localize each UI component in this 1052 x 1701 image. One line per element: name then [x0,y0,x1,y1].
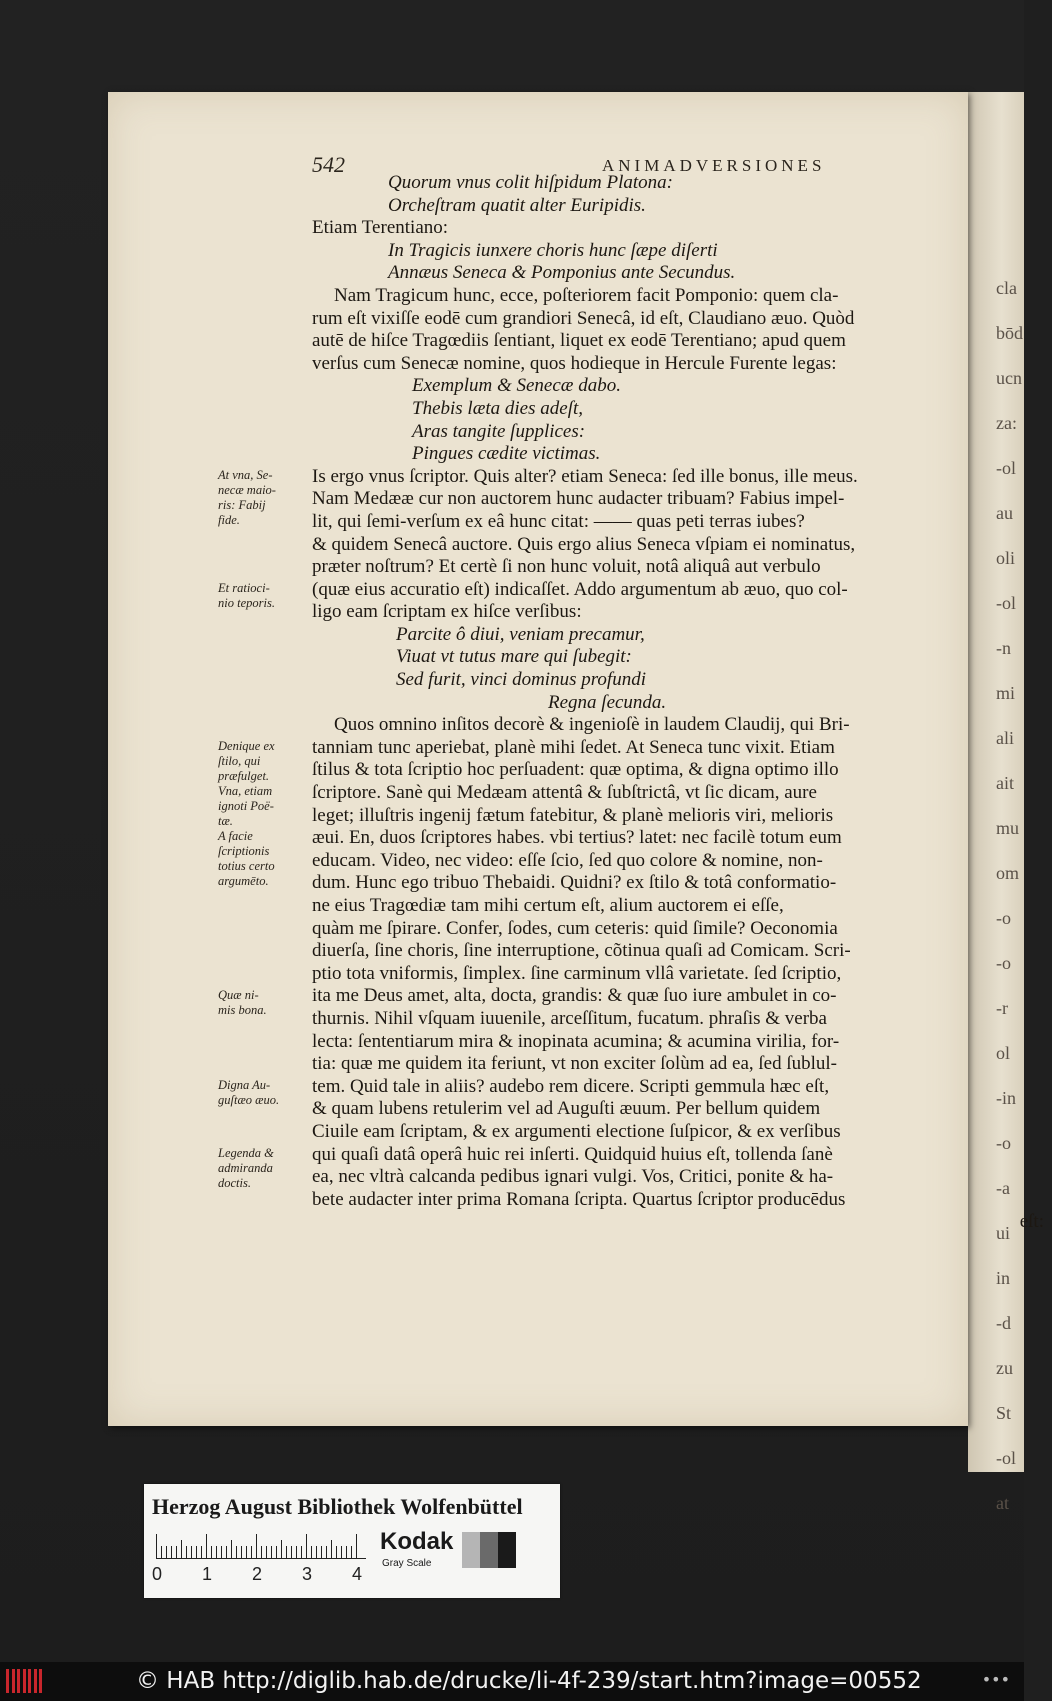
facing-page-fragment: -ol [996,593,1016,613]
facing-page-fragment: -n [996,638,1011,658]
color-checker-card [144,1484,560,1598]
text-line: educam. Video, nec video: eſſe ſcio, ſed quo colore & nomine, non- [312,849,823,871]
ruler-tick [326,1546,327,1558]
margin-note-line: Vna, etiam [218,784,273,799]
text-line: ligo eam ſcriptam ex hiſce verſibus: [312,601,582,623]
facing-page-fragment: ait [996,773,1014,793]
text-line: tem. Quid tale in aliis? audebo rem dicere. Scripti gemmula hæc eſt, [312,1075,830,1097]
text-line: Is ergo vnus ſcriptor. Quis alter? etiam Seneca: ſed ille bonus, ille meus. [312,465,858,487]
text-line: rum eſt vixiſſe eodē cum grandiori Senecâ, id eſt, Claudiano æuo. Quòd [312,307,855,329]
ruler-tick [256,1534,257,1558]
facing-page-fragment: bōd [996,323,1023,343]
body-text [312,172,1052,1234]
scale-labels [152,1564,372,1586]
hab-barcode-logo-icon [6,1669,46,1693]
text-line: (quæ eius accuratio eſt) indicaſſet. Addo argumentum ab æuo, quo col- [312,578,848,600]
margin-note-line: At vna, Se- [218,467,273,482]
gray-scale-label: Gray Scale [382,1558,432,1569]
margin-note [218,468,310,528]
text-line: verſus cum Senecæ nomine, quos hodieque in Hercule Furente legas: [312,352,837,374]
scale-label: 4 [352,1564,363,1584]
ruler-tick [186,1546,187,1558]
ruler-tick [251,1546,252,1558]
margin-note-line: necæ maio- [218,482,276,497]
ruler-tick [281,1540,282,1558]
text-line: Nam Tragicum hunc, ecce, poſteriorem facit Pomponio: quem cla- [334,284,839,306]
ruler-tick [171,1546,172,1558]
ruler-tick [341,1546,342,1558]
margin-note-line: argumēto. [218,874,269,889]
ruler-tick [166,1546,167,1558]
margin-note-line: ſcriptionis [218,844,270,859]
text-line: & quidem Senecâ auctore. Quis ergo alius Seneca vſpiam ei nominatus, [312,533,856,555]
margin-note-line: Quæ ni- [218,987,259,1002]
facing-page-fragment: -o [996,953,1011,973]
ruler-tick [271,1546,272,1558]
facing-page-fragment: -ol [996,1448,1016,1468]
facing-page-fragment: ucn [996,368,1022,388]
facing-page-fragment: -ol [996,458,1016,478]
margin-note [218,784,310,829]
text-line: Parcite ô diui, veniam precamur, [396,623,645,645]
text-line: eſt: [1019,1211,1044,1233]
margin-note-line: admiranda [218,1160,273,1175]
text-line: Orcheſtram quatit alter Euripidis. [388,194,646,216]
text-line: autē de hiſce Tragœdiis ſentiant, liquet ex eodē Terentiano; apud quem [312,330,846,352]
facing-page-fragment: mu [996,818,1020,838]
text-line: Quos omnino inſitos decorè & ingenioſè in laudem Claudij, qui Bri- [334,714,850,736]
facing-page-fragment: om [996,863,1020,883]
margin-note [218,739,310,784]
scale-label: 0 [152,1564,163,1584]
facing-page-fragment: -d [996,1313,1011,1333]
margin-note-line: Digna Au- [218,1078,271,1092]
scale-label: 1 [202,1564,213,1584]
text-line: leget; illuſtris ingenij fætum fatebitur, & planè melioris viri, melioris [312,804,834,826]
text-line: Aras tangite ſupplices: [412,420,586,442]
text-line: ptio tota vniformis, ſimplex. ſine carminum vllâ varietate. ſed ſcriptio, [312,962,842,984]
margin-note-line: ris: Fabij [218,497,266,512]
text-line: Sed furit, vinci dominus profundi [396,669,646,691]
ruler-tick [246,1546,247,1558]
facing-page-fragment: ui [996,1223,1011,1243]
margin-note-line: ſtilo, qui [218,754,261,768]
text-line: Regna ſecunda. [548,691,667,713]
text-line: bete audacter inter prima Romana ſcripta. Quartus ſcriptor producēdus [312,1188,846,1210]
margin-note-line: tæ. [218,814,233,829]
ruler-tick [216,1546,217,1558]
facing-page-fragment: St [996,1403,1012,1423]
facing-page-fragment: zu [996,1358,1013,1378]
margin-note-line: fide. [218,512,240,527]
ruler-tick [211,1546,212,1558]
page-number: 542 [312,152,345,177]
library-name: Herzog August Bibliothek Wolfenbüttel [152,1494,523,1519]
margin-note [218,581,310,611]
ruler-tick [336,1546,337,1558]
ruler-tick [196,1546,197,1558]
text-line: thurnis. Nihil vſquam iuuenile, arceſſitum, fucatum. phraſis & verba [312,1007,827,1029]
ruler-tick [346,1546,347,1558]
margin-note-line: totius certo [218,859,275,874]
text-line: Exemplum & Senecæ dabo. [412,375,621,397]
scale-label: 2 [252,1564,263,1584]
text-line: ita me Deus amet, alta, docta, grandis: & quæ ſuo iure ambulet in co- [312,985,837,1007]
ruler-tick [356,1534,357,1558]
facing-page-fragment: mi [996,683,1016,703]
source-url[interactable]: © HAB http://diglib.hab.de/drucke/li-4f-239/start.htm?image=00552 [136,1668,922,1694]
margin-note-line: A facie [218,829,253,844]
text-line: æui. En, duos ſcriptores habes. vbi tertius? latet: nec facilè totum eum [312,827,842,849]
scale-label: 3 [302,1564,313,1584]
facing-page-fragment: at [996,1493,1009,1513]
text-line: dum. Hunc ego tribuo Thebaidi. Quidni? ex ſtilo & totâ conformatio- [312,872,837,894]
scale-ruler [156,1532,366,1559]
ruler-tick [226,1546,227,1558]
ruler-tick [291,1546,292,1558]
text-line: Annæus Seneca & Pomponius ante Secundus. [388,262,736,284]
ruler-tick [201,1546,202,1558]
text-line: quàm me ſpirare. Confer, ſodes, cum ceteris: quid ſimile? Oeconomia [312,917,838,939]
text-line: præter noſtrum? Et certè ſi non hunc voluit, notâ aliquâ aut verbulo [312,556,821,578]
margin-note-line: mis bona. [218,1002,267,1017]
ruler-tick [351,1546,352,1558]
facing-page-fragment: -a [996,1178,1010,1198]
text-line: ne eius Tragœdiæ tam mihi certum eſt, alium auctorem ei eſſe, [312,895,784,916]
ruler-tick [316,1546,317,1558]
ruler-tick [306,1534,307,1558]
more-dots-icon[interactable]: ••• [981,1670,1010,1689]
text-line: tia: quæ me quidem ita feriunt, vt non exciter ſolùm ad ea, ſed ſublul- [312,1053,838,1075]
ruler-tick [161,1546,162,1558]
facing-page-fragment: -o [996,908,1011,928]
margin-note-line: guſtæo æuo. [218,1093,280,1107]
facing-page-fragment: oli [996,548,1016,568]
facing-page-fragment: au [996,503,1013,523]
text-line: ea, nec vltrà calcanda pedibus ignari vulgi. Vos, Critici, ponite & ha- [312,1166,834,1188]
ruler-tick [266,1546,267,1558]
ruler-tick [296,1546,297,1558]
margin-note [218,988,310,1018]
ruler-tick [156,1534,157,1558]
gray-swatch-mid [480,1532,498,1568]
margin-note-line: præfulget. [218,769,270,783]
facing-page-fragment: cla [996,278,1017,298]
ruler-tick [331,1540,332,1558]
margin-note [218,829,310,889]
ruler-tick [181,1540,182,1558]
ruler-tick [241,1546,242,1558]
ruler-tick [206,1534,207,1558]
ruler-tick [286,1546,287,1558]
facing-page-fragment: ol [996,1043,1011,1063]
facing-page-fragment: ali [996,728,1014,748]
facing-page-fragment: za: [996,413,1017,433]
text-line: Nam Medææ cur non auctorem hunc audacter tribuam? Fabius impel- [312,488,845,510]
footer-bar [0,1662,1024,1701]
margin-note [218,1078,310,1108]
text-line: Viuat vt tutus mare qui ſubegit: [396,646,632,668]
text-line: lecta: ſententiarum mira & inopinata acumina; & acumina virilia, for- [312,1030,840,1052]
gray-swatch-dark [498,1532,516,1568]
text-line: ſtilus & tota ſcriptio hoc perſuadent: quæ optima, & digna optimo illo [312,759,839,781]
margin-note-line: nio teporis. [218,595,275,610]
facing-page-fragment: -o [996,1133,1011,1153]
margin-note-line: Et ratioci- [218,580,270,595]
ruler-tick [221,1546,222,1558]
ruler-tick [176,1546,177,1558]
text-line: Quorum vnus colit hiſpidum Platona: [388,172,673,193]
text-line: Ciuile eam ſcriptam, & ex argumenti electione ſuſpicor, & ex verſibus [312,1120,841,1142]
margin-note-line: Denique ex [218,739,275,753]
ruler-tick [191,1546,192,1558]
margin-note-line: doctis. [218,1175,251,1190]
ruler-tick [231,1540,232,1558]
text-line: ſcriptore. Sanè qui Medæam attentâ & ſubſtrictâ, vt ſic dicam, aure [312,782,817,804]
text-line: diuerſa, ſine choris, ſine interruptione, cõtinua quaſi ad Comicam. Scri- [312,940,851,962]
ruler-tick [236,1546,237,1558]
text-line: qui quaſi datâ operâ huic rei inſerti. Quidquid huius eſt, tollenda ſanè [312,1143,833,1165]
text-line: & quam lubens retulerim vel ad Auguſti æuum. Per bellum quidem [312,1098,821,1120]
text-line: Etiam Terentiano: [312,217,449,239]
kodak-logo: Kodak [380,1528,454,1555]
text-line: Thebis læta dies adeſt, [412,397,583,419]
text-line: Pingues cædite victimas. [412,443,601,465]
facing-page-fragment: in [996,1268,1011,1288]
margin-note-line: ignoti Poë- [218,799,274,814]
ruler-tick [276,1546,277,1558]
margin-note-line: Legenda & [218,1145,274,1160]
gray-swatch-light [462,1532,480,1568]
text-line: lit, qui ſemi-verſum ex eâ hunc citat: —— quas peti terras iubes? [312,510,805,532]
ruler-tick [321,1546,322,1558]
facing-page-fragment: -in [996,1088,1016,1108]
ruler-tick [301,1546,302,1558]
facing-page-fragment: -r [996,998,1008,1018]
margin-note [218,1146,310,1191]
text-line: tanniam tunc aperiebat, planè mihi ſedet. At Seneca tunc vixit. Etiam [312,736,835,758]
ruler-tick [311,1546,312,1558]
text-line: In Tragicis iunxere choris hunc ſæpe diſerti [388,239,718,261]
ruler-tick [261,1546,262,1558]
running-head-title: ANIMADVERSIONES [602,156,826,175]
